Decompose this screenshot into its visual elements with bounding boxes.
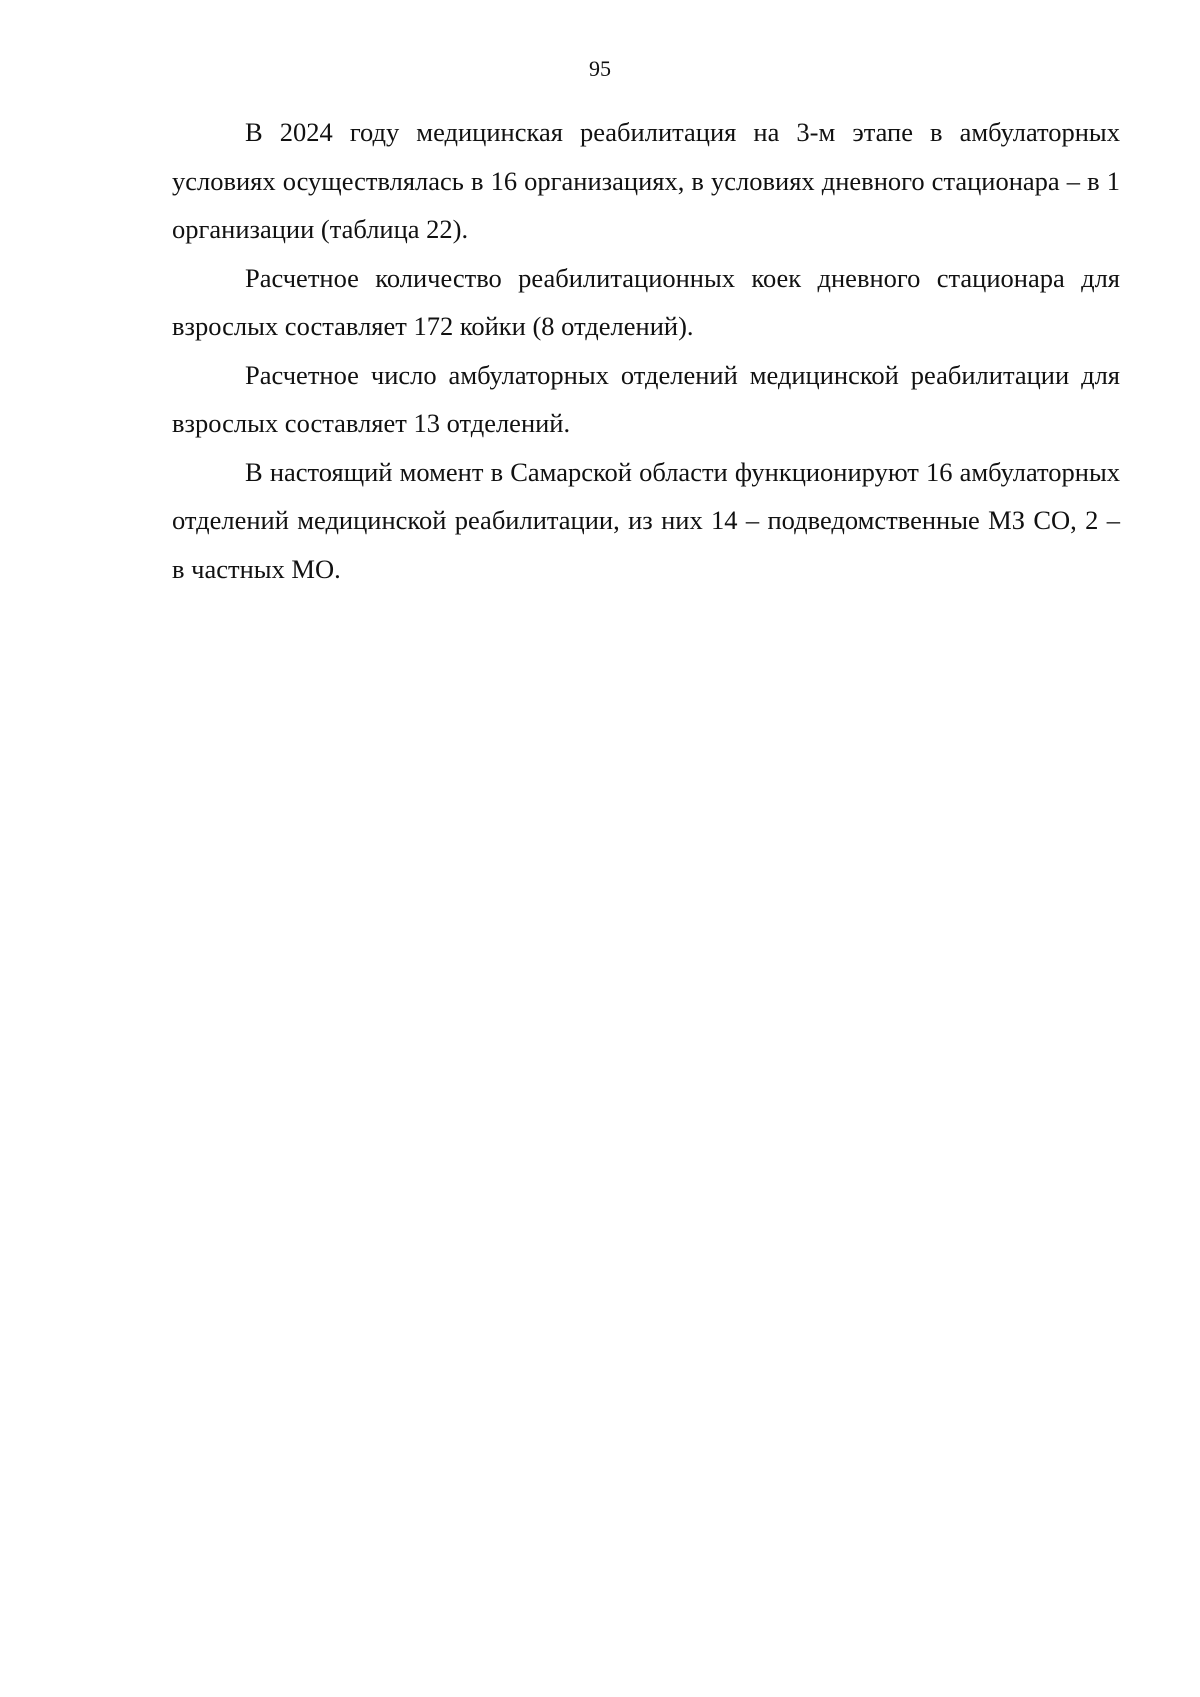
paragraph-day-hospital-beds: Расчетное количество реабилитационных коек дневного стационара для взрослых составляет 172 койки (8 отделений). [172,262,1120,341]
paragraph-current-departments: В настоящий момент в Самарской области функционируют 16 амбулаторных отделений медицинской реабилитации, из них 14 – подведомственные МЗ СО, 2 – в частных МО. [172,456,1120,584]
page-number: 95 [589,56,611,81]
paragraph-outpatient-departments-estimate: Расчетное число амбулаторных отделений медицинской реабилитации для взрослых составляет 13 отделений. [172,359,1120,438]
paragraph-rehabilitation-2024: В 2024 году медицинская реабилитация на 3-м этапе в амбулаторных условиях осуществлялась в 16 организациях, в условиях дневного стационара – в 1 организации (таблица 22). [172,117,1120,244]
document-body [172,108,1120,593]
